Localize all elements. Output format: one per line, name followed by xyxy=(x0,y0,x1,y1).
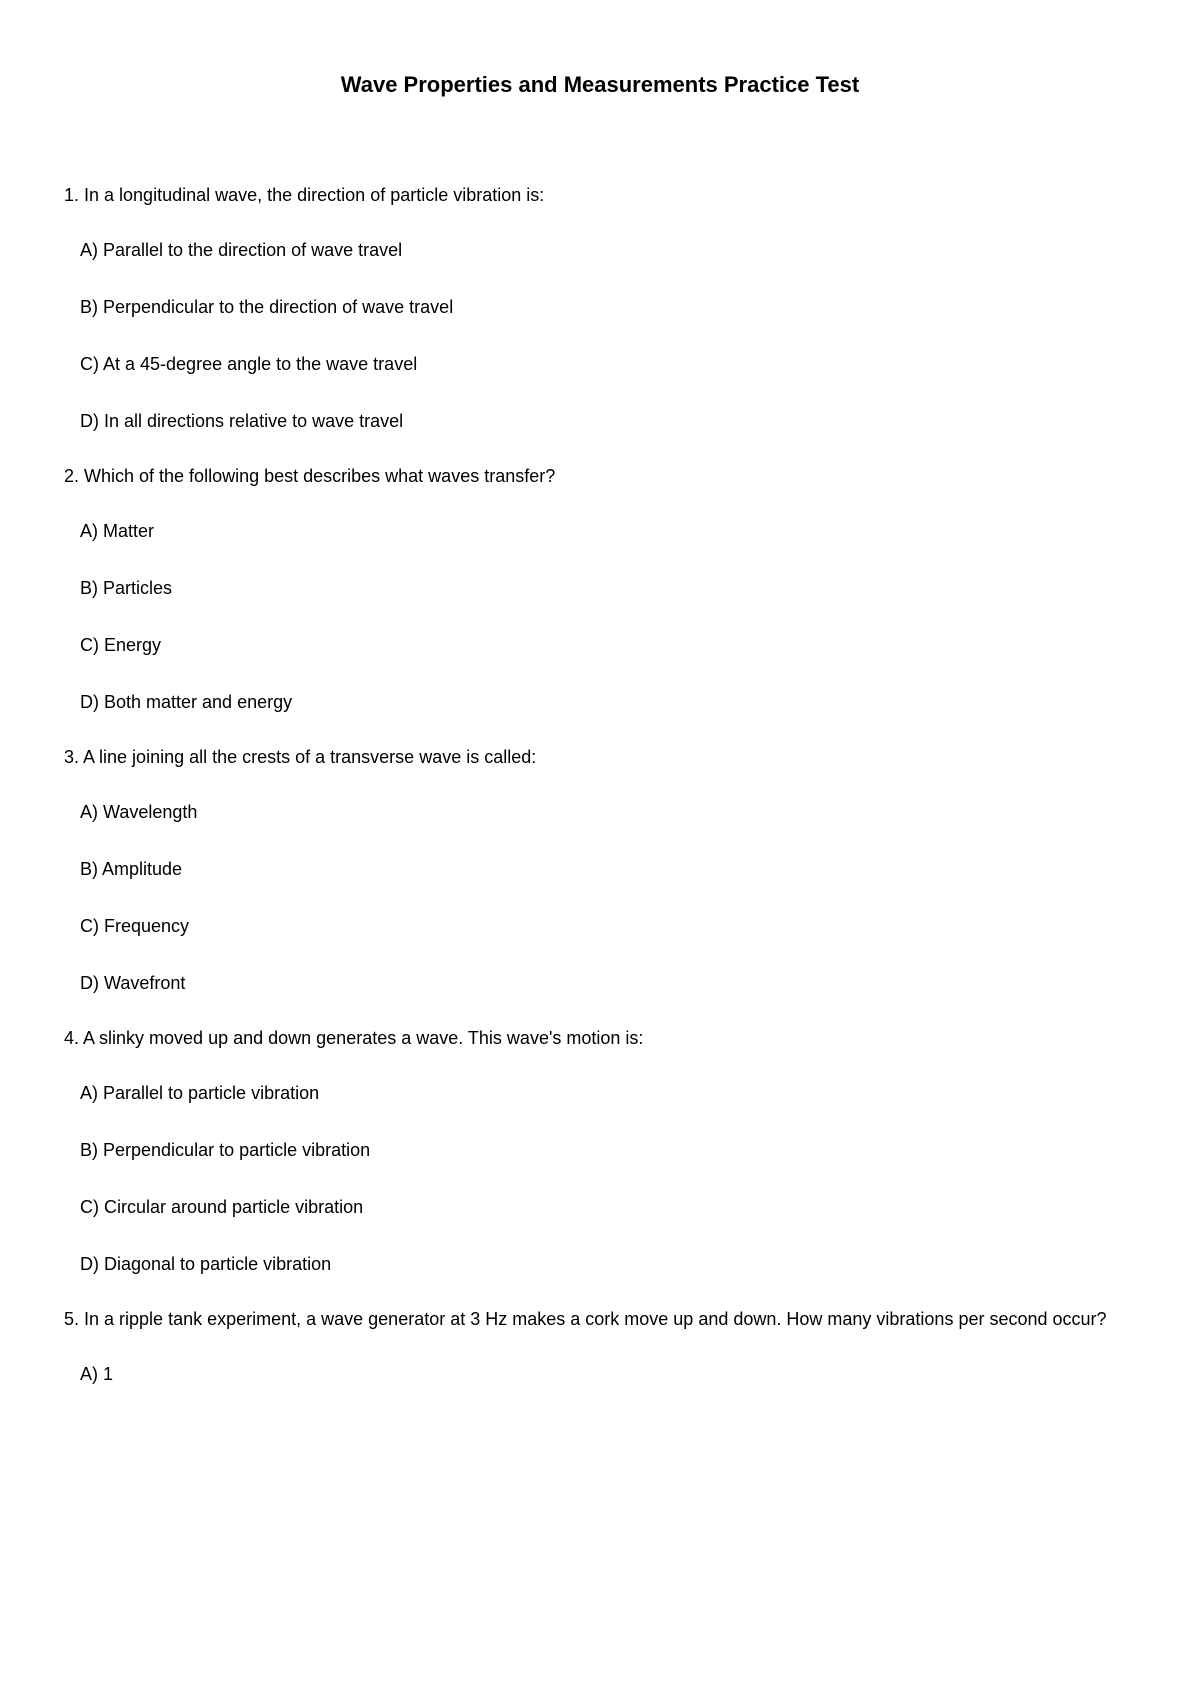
option-d: D) Both matter and energy xyxy=(80,692,293,712)
option-d: D) Diagonal to particle vibration xyxy=(80,1254,332,1274)
question-5 xyxy=(64,1291,1154,1386)
option-c: C) Energy xyxy=(80,635,162,655)
question-text: 4. A slinky moved up and down generates a wave. This wave's motion is: xyxy=(64,1028,644,1048)
option-b: B) Particles xyxy=(80,578,173,598)
option-a: A) Parallel to particle vibration xyxy=(80,1083,320,1103)
option-a: A) 1 xyxy=(80,1364,114,1384)
option-a: A) Wavelength xyxy=(80,802,198,822)
question-list xyxy=(64,186,1154,1420)
option-c: C) Frequency xyxy=(80,916,190,936)
option-a: A) Matter xyxy=(80,521,155,541)
question-text: 3. A line joining all the crests of a transverse wave is called: xyxy=(64,747,537,767)
question-text: 5. In a ripple tank experiment, a wave generator at 3 Hz makes a cork move up and down. How many vibrations per second occur? xyxy=(64,1309,1107,1329)
question-text: 2. Which of the following best describes what waves transfer? xyxy=(64,466,556,486)
option-c: C) At a 45-degree angle to the wave travel xyxy=(80,354,418,374)
option-c: C) Circular around particle vibration xyxy=(80,1197,364,1217)
option-d: D) Wavefront xyxy=(80,973,186,993)
page-title: Wave Properties and Measurements Practice Test xyxy=(340,72,860,97)
question-1 xyxy=(64,167,1154,433)
option-b: B) Perpendicular to particle vibration xyxy=(80,1140,371,1160)
question-text: 1. In a longitudinal wave, the direction of particle vibration is: xyxy=(64,185,545,205)
option-d: D) In all directions relative to wave travel xyxy=(80,411,404,431)
option-a: A) Parallel to the direction of wave travel xyxy=(80,240,403,260)
question-4 xyxy=(64,1010,1154,1276)
option-b: B) Amplitude xyxy=(80,859,183,879)
option-b: B) Perpendicular to the direction of wave travel xyxy=(80,297,454,317)
question-2 xyxy=(64,448,1154,714)
question-3 xyxy=(64,729,1154,995)
